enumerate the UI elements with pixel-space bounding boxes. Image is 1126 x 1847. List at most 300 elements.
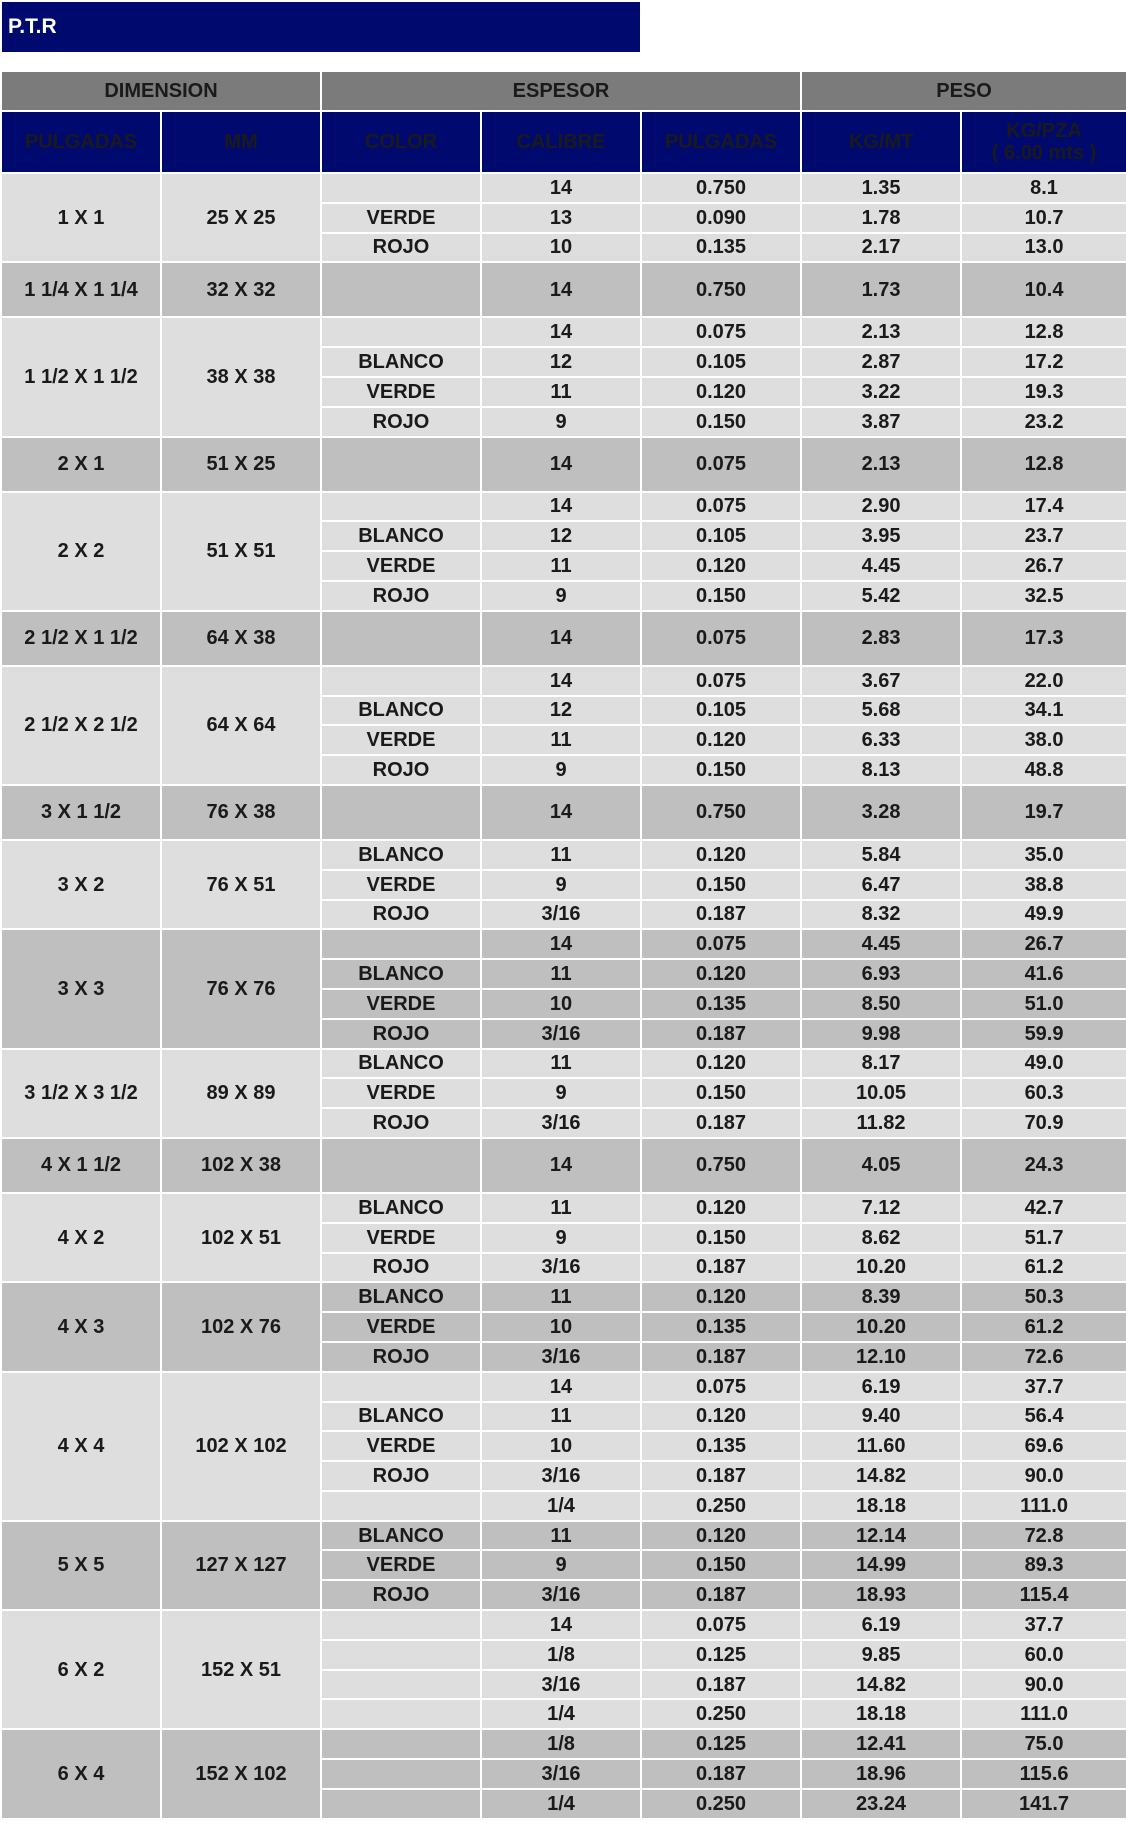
cell-pulgadas: 3 X 2 (1, 840, 161, 929)
cell-kg-pza: 115.4 (961, 1580, 1126, 1610)
cell-kg-mt: 2.83 (801, 611, 961, 666)
cell-calibre: 11 (481, 959, 641, 989)
cell-color: BLANCO (321, 959, 481, 989)
table-row (1, 1049, 1126, 1079)
cell-kg-pza: 56.4 (961, 1402, 1126, 1432)
table-row (1, 1729, 1126, 1759)
cell-kg-pza: 70.9 (961, 1108, 1126, 1138)
cell-kg-pza: 10.4 (961, 262, 1126, 317)
cell-kg-pza: 141.7 (961, 1789, 1126, 1819)
cell-calibre: 3/16 (481, 1759, 641, 1789)
cell-kg-mt: 4.45 (801, 551, 961, 581)
cell-calibre: 13 (481, 203, 641, 233)
cell-pulgadas: 2 X 2 (1, 492, 161, 611)
cell-calibre: 3/16 (481, 1461, 641, 1491)
cell-kg-mt: 9.40 (801, 1402, 961, 1432)
cell-pulgadas: 6 X 4 (1, 1729, 161, 1818)
cell-kg-pza: 38.8 (961, 870, 1126, 900)
cell-kg-pza: 34.1 (961, 696, 1126, 726)
col-header-kg-mt: KG/MT (801, 111, 961, 173)
cell-espesor-pulgadas: 0.187 (641, 1019, 801, 1049)
cell-espesor-pulgadas: 0.187 (641, 900, 801, 930)
cell-espesor-pulgadas: 0.090 (641, 203, 801, 233)
cell-pulgadas: 6 X 2 (1, 1610, 161, 1729)
cell-calibre: 3/16 (481, 900, 641, 930)
cell-calibre: 14 (481, 1138, 641, 1193)
cell-kg-mt: 8.17 (801, 1049, 961, 1079)
cell-kg-mt: 12.10 (801, 1342, 961, 1372)
cell-mm: 102 X 38 (161, 1138, 321, 1193)
cell-color: ROJO (321, 1342, 481, 1372)
cell-pulgadas: 5 X 5 (1, 1521, 161, 1610)
group-header-espesor: ESPESOR (321, 71, 801, 111)
cell-kg-mt: 4.45 (801, 929, 961, 959)
cell-kg-pza: 17.3 (961, 611, 1126, 666)
cell-kg-pza: 89.3 (961, 1550, 1126, 1580)
cell-kg-pza: 72.6 (961, 1342, 1126, 1372)
cell-color (321, 929, 481, 959)
cell-mm: 127 X 127 (161, 1521, 321, 1610)
cell-calibre: 11 (481, 1521, 641, 1551)
cell-calibre: 3/16 (481, 1580, 641, 1610)
group-header-dimension: DIMENSION (1, 71, 321, 111)
cell-pulgadas: 3 1/2 X 3 1/2 (1, 1049, 161, 1138)
cell-mm: 89 X 89 (161, 1049, 321, 1138)
cell-pulgadas: 3 X 1 1/2 (1, 785, 161, 840)
table-body (1, 173, 1126, 1819)
cell-mm: 51 X 51 (161, 492, 321, 611)
cell-espesor-pulgadas: 0.187 (641, 1580, 801, 1610)
cell-espesor-pulgadas: 0.120 (641, 959, 801, 989)
cell-kg-mt: 5.84 (801, 840, 961, 870)
cell-kg-mt: 2.13 (801, 317, 961, 347)
cell-color: BLANCO (321, 1049, 481, 1079)
cell-color: VERDE (321, 1223, 481, 1253)
cell-mm: 32 X 32 (161, 262, 321, 317)
cell-espesor-pulgadas: 0.150 (641, 1078, 801, 1108)
cell-kg-pza: 60.0 (961, 1640, 1126, 1670)
cell-mm: 152 X 102 (161, 1729, 321, 1818)
cell-espesor-pulgadas: 0.187 (641, 1461, 801, 1491)
cell-color (321, 1759, 481, 1789)
cell-color: BLANCO (321, 696, 481, 726)
cell-mm: 76 X 38 (161, 785, 321, 840)
col-header-calibre: CALIBRE (481, 111, 641, 173)
cell-color: ROJO (321, 1019, 481, 1049)
cell-kg-pza: 37.7 (961, 1610, 1126, 1640)
cell-calibre: 9 (481, 1550, 641, 1580)
cell-color: BLANCO (321, 1402, 481, 1432)
cell-espesor-pulgadas: 0.135 (641, 233, 801, 263)
cell-kg-pza: 50.3 (961, 1282, 1126, 1312)
cell-kg-pza: 13.0 (961, 233, 1126, 263)
table-row (1, 1610, 1126, 1640)
cell-color: VERDE (321, 551, 481, 581)
cell-kg-pza: 69.6 (961, 1431, 1126, 1461)
cell-espesor-pulgadas: 0.120 (641, 1282, 801, 1312)
cell-kg-mt: 6.33 (801, 725, 961, 755)
cell-kg-mt: 18.96 (801, 1759, 961, 1789)
cell-kg-mt: 2.90 (801, 492, 961, 522)
cell-espesor-pulgadas: 0.125 (641, 1729, 801, 1759)
cell-espesor-pulgadas: 0.250 (641, 1491, 801, 1521)
cell-kg-pza: 48.8 (961, 755, 1126, 785)
cell-pulgadas: 1 1/2 X 1 1/2 (1, 317, 161, 436)
cell-kg-mt: 3.67 (801, 666, 961, 696)
cell-color (321, 437, 481, 492)
cell-espesor-pulgadas: 0.750 (641, 1138, 801, 1193)
table-row (1, 262, 1126, 317)
cell-espesor-pulgadas: 0.187 (641, 1759, 801, 1789)
cell-kg-mt: 2.87 (801, 347, 961, 377)
cell-calibre: 9 (481, 1078, 641, 1108)
cell-kg-mt: 12.41 (801, 1729, 961, 1759)
cell-kg-mt: 1.73 (801, 262, 961, 317)
cell-color: BLANCO (321, 1521, 481, 1551)
cell-calibre: 10 (481, 989, 641, 1019)
cell-kg-mt: 1.78 (801, 203, 961, 233)
cell-espesor-pulgadas: 0.750 (641, 173, 801, 203)
cell-calibre: 10 (481, 1312, 641, 1342)
cell-calibre: 3/16 (481, 1019, 641, 1049)
cell-pulgadas: 4 X 3 (1, 1282, 161, 1371)
cell-kg-pza: 72.8 (961, 1521, 1126, 1551)
cell-kg-pza: 35.0 (961, 840, 1126, 870)
cell-kg-mt: 18.18 (801, 1491, 961, 1521)
table-row (1, 1282, 1126, 1312)
cell-kg-mt: 6.93 (801, 959, 961, 989)
cell-kg-pza: 10.7 (961, 203, 1126, 233)
cell-kg-pza: 19.7 (961, 785, 1126, 840)
cell-color: BLANCO (321, 840, 481, 870)
cell-kg-mt: 23.24 (801, 1789, 961, 1819)
cell-espesor-pulgadas: 0.150 (641, 870, 801, 900)
cell-kg-pza: 26.7 (961, 551, 1126, 581)
cell-calibre: 11 (481, 725, 641, 755)
cell-color (321, 1789, 481, 1819)
cell-espesor-pulgadas: 0.075 (641, 666, 801, 696)
cell-color: BLANCO (321, 1193, 481, 1223)
cell-kg-mt: 10.20 (801, 1312, 961, 1342)
table-row (1, 317, 1126, 347)
cell-espesor-pulgadas: 0.250 (641, 1699, 801, 1729)
table-row (1, 1372, 1126, 1402)
cell-kg-mt: 6.19 (801, 1610, 961, 1640)
table-row (1, 929, 1126, 959)
cell-mm: 64 X 38 (161, 611, 321, 666)
cell-mm: 76 X 76 (161, 929, 321, 1048)
table-row (1, 1138, 1126, 1193)
col-header-color: COLOR (321, 111, 481, 173)
cell-color: ROJO (321, 581, 481, 611)
cell-calibre: 3/16 (481, 1342, 641, 1372)
cell-espesor-pulgadas: 0.187 (641, 1253, 801, 1283)
cell-calibre: 12 (481, 347, 641, 377)
cell-calibre: 11 (481, 1282, 641, 1312)
table-row (1, 437, 1126, 492)
cell-kg-pza: 26.7 (961, 929, 1126, 959)
cell-espesor-pulgadas: 0.105 (641, 696, 801, 726)
cell-color (321, 1610, 481, 1640)
cell-calibre: 9 (481, 407, 641, 437)
cell-mm: 38 X 38 (161, 317, 321, 436)
cell-pulgadas: 4 X 1 1/2 (1, 1138, 161, 1193)
cell-kg-pza: 12.8 (961, 437, 1126, 492)
cell-kg-mt: 6.47 (801, 870, 961, 900)
cell-calibre: 9 (481, 870, 641, 900)
cell-kg-mt: 1.35 (801, 173, 961, 203)
cell-calibre: 11 (481, 377, 641, 407)
cell-kg-pza: 42.7 (961, 1193, 1126, 1223)
cell-kg-mt: 8.13 (801, 755, 961, 785)
cell-color (321, 492, 481, 522)
cell-espesor-pulgadas: 0.150 (641, 581, 801, 611)
cell-kg-pza: 49.9 (961, 900, 1126, 930)
cell-mm: 102 X 102 (161, 1372, 321, 1521)
page-title: P.T.R (2, 2, 640, 52)
cell-kg-mt: 9.85 (801, 1640, 961, 1670)
cell-kg-mt: 11.82 (801, 1108, 961, 1138)
cell-color: VERDE (321, 203, 481, 233)
column-header-row (1, 111, 1126, 173)
cell-espesor-pulgadas: 0.750 (641, 785, 801, 840)
cell-kg-pza: 17.2 (961, 347, 1126, 377)
cell-calibre: 14 (481, 611, 641, 666)
cell-espesor-pulgadas: 0.075 (641, 1372, 801, 1402)
cell-espesor-pulgadas: 0.075 (641, 317, 801, 347)
cell-espesor-pulgadas: 0.150 (641, 755, 801, 785)
cell-kg-pza: 51.0 (961, 989, 1126, 1019)
cell-kg-pza: 38.0 (961, 725, 1126, 755)
cell-color: ROJO (321, 1580, 481, 1610)
cell-color: ROJO (321, 1461, 481, 1491)
cell-color (321, 666, 481, 696)
cell-kg-pza: 59.9 (961, 1019, 1126, 1049)
cell-calibre: 14 (481, 785, 641, 840)
cell-color (321, 1670, 481, 1700)
cell-kg-pza: 61.2 (961, 1253, 1126, 1283)
cell-kg-pza: 23.2 (961, 407, 1126, 437)
cell-calibre: 1/8 (481, 1640, 641, 1670)
cell-kg-mt: 12.14 (801, 1521, 961, 1551)
cell-color: BLANCO (321, 521, 481, 551)
cell-kg-pza: 111.0 (961, 1491, 1126, 1521)
cell-pulgadas: 1 X 1 (1, 173, 161, 262)
cell-espesor-pulgadas: 0.075 (641, 437, 801, 492)
cell-kg-mt: 10.05 (801, 1078, 961, 1108)
cell-color: ROJO (321, 233, 481, 263)
cell-kg-mt: 2.17 (801, 233, 961, 263)
cell-calibre: 9 (481, 755, 641, 785)
cell-color (321, 1699, 481, 1729)
table-row (1, 666, 1126, 696)
group-header-row (1, 71, 1126, 111)
cell-espesor-pulgadas: 0.150 (641, 407, 801, 437)
cell-espesor-pulgadas: 0.750 (641, 262, 801, 317)
cell-calibre: 11 (481, 1049, 641, 1079)
cell-color: BLANCO (321, 1282, 481, 1312)
cell-kg-mt: 3.87 (801, 407, 961, 437)
cell-kg-mt: 18.18 (801, 1699, 961, 1729)
table-row (1, 785, 1126, 840)
cell-pulgadas: 2 1/2 X 2 1/2 (1, 666, 161, 785)
cell-calibre: 12 (481, 521, 641, 551)
cell-espesor-pulgadas: 0.075 (641, 611, 801, 666)
cell-kg-pza: 41.6 (961, 959, 1126, 989)
cell-espesor-pulgadas: 0.120 (641, 725, 801, 755)
cell-espesor-pulgadas: 0.187 (641, 1342, 801, 1372)
cell-calibre: 12 (481, 696, 641, 726)
cell-color (321, 1729, 481, 1759)
cell-calibre: 14 (481, 1610, 641, 1640)
cell-kg-pza: 90.0 (961, 1670, 1126, 1700)
cell-kg-mt: 14.82 (801, 1670, 961, 1700)
cell-kg-mt: 7.12 (801, 1193, 961, 1223)
table-row (1, 1193, 1126, 1223)
cell-mm: 102 X 51 (161, 1193, 321, 1282)
cell-kg-mt: 3.95 (801, 521, 961, 551)
table-row (1, 840, 1126, 870)
cell-kg-pza: 51.7 (961, 1223, 1126, 1253)
cell-kg-pza: 19.3 (961, 377, 1126, 407)
cell-kg-pza: 12.8 (961, 317, 1126, 347)
cell-calibre: 3/16 (481, 1108, 641, 1138)
cell-kg-pza: 90.0 (961, 1461, 1126, 1491)
cell-espesor-pulgadas: 0.250 (641, 1789, 801, 1819)
table-row (1, 492, 1126, 522)
cell-color: VERDE (321, 989, 481, 1019)
cell-color: VERDE (321, 377, 481, 407)
cell-kg-pza: 115.6 (961, 1759, 1126, 1789)
cell-calibre: 1/4 (481, 1789, 641, 1819)
cell-kg-mt: 10.20 (801, 1253, 961, 1283)
cell-espesor-pulgadas: 0.150 (641, 1550, 801, 1580)
col-header-espesor-pulgadas: PULGADAS (641, 111, 801, 173)
cell-kg-pza: 23.7 (961, 521, 1126, 551)
cell-calibre: 14 (481, 262, 641, 317)
cell-mm: 76 X 51 (161, 840, 321, 929)
cell-color (321, 173, 481, 203)
cell-pulgadas: 3 X 3 (1, 929, 161, 1048)
cell-mm: 64 X 64 (161, 666, 321, 785)
cell-mm: 25 X 25 (161, 173, 321, 262)
cell-espesor-pulgadas: 0.135 (641, 1312, 801, 1342)
cell-color (321, 1491, 481, 1521)
cell-kg-pza: 111.0 (961, 1699, 1126, 1729)
cell-color (321, 262, 481, 317)
cell-kg-pza: 61.2 (961, 1312, 1126, 1342)
cell-color (321, 1640, 481, 1670)
cell-espesor-pulgadas: 0.075 (641, 929, 801, 959)
cell-calibre: 14 (481, 437, 641, 492)
cell-pulgadas: 1 1/4 X 1 1/4 (1, 262, 161, 317)
cell-calibre: 1/8 (481, 1729, 641, 1759)
cell-kg-mt: 6.19 (801, 1372, 961, 1402)
cell-kg-mt: 3.28 (801, 785, 961, 840)
cell-calibre: 11 (481, 1402, 641, 1432)
cell-color: VERDE (321, 870, 481, 900)
col-header-pulgadas: PULGADAS (1, 111, 161, 173)
cell-kg-mt: 14.99 (801, 1550, 961, 1580)
col-header-kg-pza: KG/PZA ( 6.00 mts ) (961, 111, 1126, 173)
cell-pulgadas: 2 X 1 (1, 437, 161, 492)
cell-espesor-pulgadas: 0.135 (641, 1431, 801, 1461)
cell-calibre: 14 (481, 317, 641, 347)
cell-espesor-pulgadas: 0.120 (641, 1521, 801, 1551)
cell-espesor-pulgadas: 0.120 (641, 1049, 801, 1079)
cell-kg-mt: 4.05 (801, 1138, 961, 1193)
cell-color: ROJO (321, 1253, 481, 1283)
cell-color: VERDE (321, 1312, 481, 1342)
cell-kg-pza: 75.0 (961, 1729, 1126, 1759)
cell-calibre: 9 (481, 581, 641, 611)
table-row (1, 173, 1126, 203)
cell-calibre: 14 (481, 1372, 641, 1402)
cell-color (321, 317, 481, 347)
cell-color: ROJO (321, 900, 481, 930)
col-header-mm: MM (161, 111, 321, 173)
cell-espesor-pulgadas: 0.105 (641, 347, 801, 377)
cell-mm: 51 X 25 (161, 437, 321, 492)
cell-kg-pza: 22.0 (961, 666, 1126, 696)
cell-color (321, 611, 481, 666)
table-row (1, 611, 1126, 666)
cell-calibre: 11 (481, 840, 641, 870)
cell-color (321, 1372, 481, 1402)
cell-color: ROJO (321, 755, 481, 785)
cell-kg-mt: 9.98 (801, 1019, 961, 1049)
cell-color: VERDE (321, 1550, 481, 1580)
cell-espesor-pulgadas: 0.120 (641, 840, 801, 870)
cell-calibre: 10 (481, 233, 641, 263)
cell-calibre: 1/4 (481, 1699, 641, 1729)
cell-calibre: 3/16 (481, 1253, 641, 1283)
cell-espesor-pulgadas: 0.187 (641, 1670, 801, 1700)
cell-color: ROJO (321, 1108, 481, 1138)
cell-calibre: 11 (481, 551, 641, 581)
cell-kg-mt: 3.22 (801, 377, 961, 407)
cell-espesor-pulgadas: 0.120 (641, 1402, 801, 1432)
cell-pulgadas: 4 X 2 (1, 1193, 161, 1282)
cell-pulgadas: 2 1/2 X 1 1/2 (1, 611, 161, 666)
cell-color: ROJO (321, 407, 481, 437)
cell-espesor-pulgadas: 0.120 (641, 1193, 801, 1223)
cell-kg-mt: 8.50 (801, 989, 961, 1019)
cell-kg-pza: 17.4 (961, 492, 1126, 522)
cell-kg-pza: 37.7 (961, 1372, 1126, 1402)
cell-kg-mt: 8.62 (801, 1223, 961, 1253)
cell-kg-mt: 8.39 (801, 1282, 961, 1312)
cell-kg-mt: 5.42 (801, 581, 961, 611)
cell-espesor-pulgadas: 0.075 (641, 492, 801, 522)
cell-kg-pza: 8.1 (961, 173, 1126, 203)
cell-espesor-pulgadas: 0.187 (641, 1108, 801, 1138)
cell-calibre: 1/4 (481, 1491, 641, 1521)
table-row (1, 1521, 1126, 1551)
cell-kg-pza: 24.3 (961, 1138, 1126, 1193)
cell-calibre: 9 (481, 1223, 641, 1253)
cell-calibre: 14 (481, 666, 641, 696)
cell-kg-pza: 32.5 (961, 581, 1126, 611)
cell-kg-pza: 60.3 (961, 1078, 1126, 1108)
cell-color: VERDE (321, 725, 481, 755)
cell-kg-mt: 2.13 (801, 437, 961, 492)
cell-calibre: 14 (481, 492, 641, 522)
cell-kg-mt: 5.68 (801, 696, 961, 726)
cell-kg-pza: 49.0 (961, 1049, 1126, 1079)
cell-color: VERDE (321, 1431, 481, 1461)
cell-kg-mt: 14.82 (801, 1461, 961, 1491)
